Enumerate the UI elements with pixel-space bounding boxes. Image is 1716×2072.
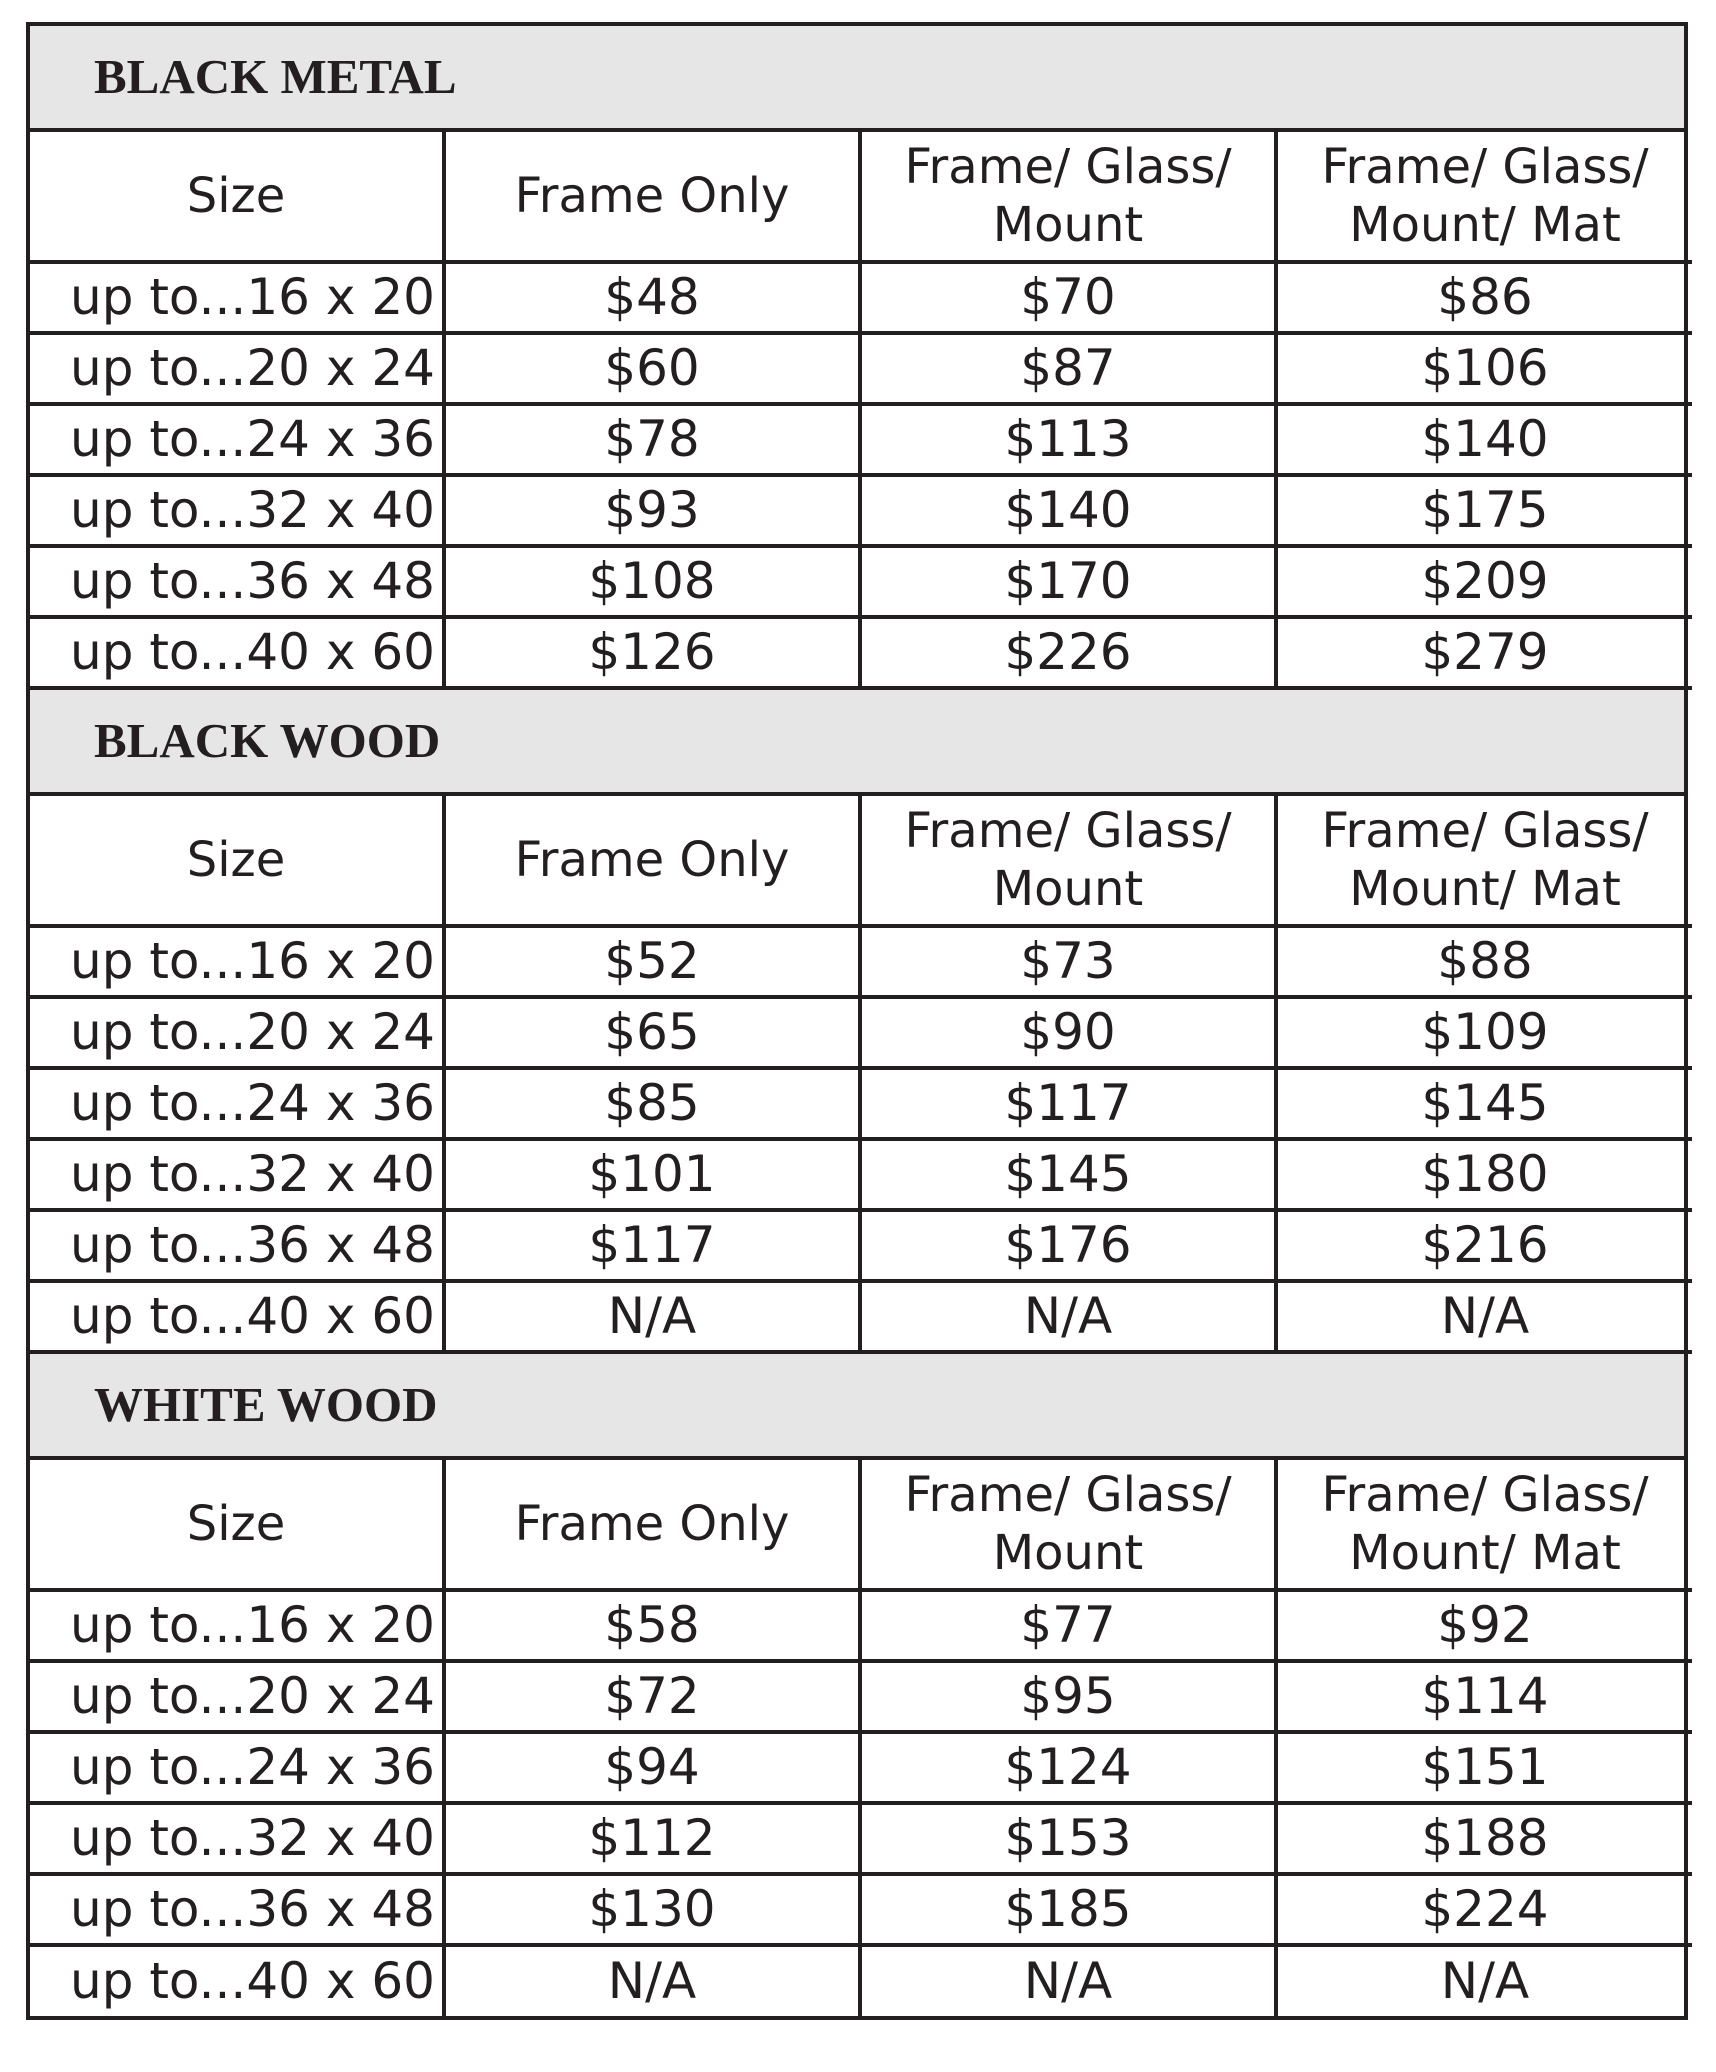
header-line: Frame/ Glass/ (904, 803, 1232, 859)
size-cell: up to...20 x 24 (30, 997, 444, 1068)
table-row (30, 1590, 1692, 1661)
frame-glass-mount-price: $176 (860, 1210, 1276, 1281)
frame-glass-mount-price: $153 (860, 1803, 1276, 1874)
frame-glass-mount-mat-price: $145 (1276, 1068, 1692, 1139)
size-cell: up to...36 x 48 (30, 1874, 444, 1945)
frame-only-price: $72 (444, 1661, 860, 1732)
header-row (30, 796, 1692, 926)
frame-glass-mount-price: $95 (860, 1661, 1276, 1732)
frame-glass-mount-price: $145 (860, 1139, 1276, 1210)
table-row (30, 475, 1692, 546)
header-row (30, 132, 1692, 262)
frame-only-price: $130 (444, 1874, 860, 1945)
frame-glass-mount-mat-price: N/A (1440, 1952, 1530, 2010)
frame-glass-mount-column-header (860, 796, 1276, 926)
frame-glass-mount-mat-column-header (1276, 132, 1692, 262)
frame-only-price: $94 (444, 1732, 860, 1803)
frame-only-price: $126 (444, 617, 860, 688)
frame-glass-mount-price: $140 (860, 475, 1276, 546)
header-line: Frame/ Glass/ (1321, 803, 1649, 859)
table-row (30, 1945, 1692, 2016)
size-cell: up to...20 x 24 (30, 1661, 444, 1732)
size-cell: up to...40 x 60 (30, 617, 444, 688)
table-row (30, 617, 1692, 688)
frame-glass-mount-price: $124 (860, 1732, 1276, 1803)
header-line: Frame/ Glass/ (1321, 139, 1649, 195)
frame-glass-mount-mat-price: $224 (1276, 1874, 1692, 1945)
size-column-header: Size (30, 796, 444, 926)
table-row (30, 1281, 1692, 1352)
table-row (30, 926, 1692, 997)
size-cell: up to...24 x 36 (30, 404, 444, 475)
framing-price-sheet (26, 22, 1688, 2020)
size-cell: up to...24 x 36 (30, 1068, 444, 1139)
section-title: WHITE WOOD (30, 1354, 1684, 1460)
frame-glass-mount-column-header (860, 1460, 1276, 1590)
frame-only-column-header: Frame Only (444, 132, 860, 262)
frame-only-price: $93 (444, 475, 860, 546)
size-cell: up to...40 x 60 (30, 1281, 444, 1352)
size-cell: up to...16 x 20 (30, 1590, 444, 1661)
section-title: BLACK METAL (30, 26, 1684, 132)
table-row (30, 1068, 1692, 1139)
table-row (30, 1874, 1692, 1945)
frame-glass-mount-mat-price: $279 (1276, 617, 1692, 688)
table-row (30, 1139, 1692, 1210)
frame-glass-mount-price: $226 (860, 617, 1276, 688)
frame-only-price: $85 (444, 1068, 860, 1139)
price-table (30, 796, 1692, 1354)
size-column-header: Size (30, 132, 444, 262)
frame-glass-mount-column-header (860, 132, 1276, 262)
section-black-wood (30, 690, 1684, 1354)
frame-only-price: $108 (444, 546, 860, 617)
header-line: Frame/ Glass/ (1321, 1467, 1649, 1523)
section-black-metal (30, 26, 1684, 690)
size-cell: up to...24 x 36 (30, 1732, 444, 1803)
table-row (30, 997, 1692, 1068)
table-row (30, 1661, 1692, 1732)
header-line: Mount/ Mat (1349, 861, 1621, 917)
frame-glass-mount-mat-price: $86 (1276, 262, 1692, 333)
frame-glass-mount-mat-price: $209 (1276, 546, 1692, 617)
frame-only-price: $60 (444, 333, 860, 404)
header-line: Mount (992, 861, 1144, 917)
table-row (30, 546, 1692, 617)
frame-glass-mount-mat-price: $216 (1276, 1210, 1692, 1281)
size-cell: up to...16 x 20 (30, 926, 444, 997)
frame-glass-mount-price: $87 (860, 333, 1276, 404)
header-line: Mount (992, 197, 1144, 253)
header-line: Frame/ Glass/ (904, 139, 1232, 195)
price-table (30, 132, 1692, 690)
frame-only-column-header: Frame Only (444, 796, 860, 926)
frame-glass-mount-mat-price: $180 (1276, 1139, 1692, 1210)
section-white-wood (30, 1354, 1684, 2016)
size-cell: up to...20 x 24 (30, 333, 444, 404)
frame-glass-mount-mat-price: N/A (1276, 1281, 1692, 1352)
frame-glass-mount-price: $113 (860, 404, 1276, 475)
frame-glass-mount-price: $73 (860, 926, 1276, 997)
frame-glass-mount-price: N/A (860, 1945, 1276, 2016)
price-table (30, 1460, 1692, 2016)
section-title: BLACK WOOD (30, 690, 1684, 796)
frame-glass-mount-price: $185 (860, 1874, 1276, 1945)
header-line: Mount/ Mat (1349, 197, 1621, 253)
table-row (30, 262, 1692, 333)
frame-only-price: $78 (444, 404, 860, 475)
table-row (30, 333, 1692, 404)
frame-glass-mount-price: $117 (860, 1068, 1276, 1139)
frame-glass-mount-mat-price: $175 (1276, 475, 1692, 546)
frame-glass-mount-mat-price: $151 (1276, 1732, 1692, 1803)
table-row (30, 1732, 1692, 1803)
frame-glass-mount-mat-price: $106 (1276, 333, 1692, 404)
size-column-header: Size (30, 1460, 444, 1590)
header-line: Mount (992, 1525, 1144, 1581)
frame-only-price: $65 (444, 997, 860, 1068)
frame-glass-mount-price: $77 (860, 1590, 1276, 1661)
size-cell: up to...36 x 48 (30, 1210, 444, 1281)
header-line: Frame/ Glass/ (904, 1467, 1232, 1523)
frame-glass-mount-price: $70 (860, 262, 1276, 333)
frame-glass-mount-price: $90 (860, 997, 1276, 1068)
frame-glass-mount-mat-price: $140 (1276, 404, 1692, 475)
size-cell: up to...36 x 48 (30, 546, 444, 617)
header-line: Mount/ Mat (1349, 1525, 1621, 1581)
frame-only-price: $117 (444, 1210, 860, 1281)
frame-only-price: N/A (444, 1281, 860, 1352)
frame-glass-mount-mat-price: $88 (1276, 926, 1692, 997)
table-row (30, 1210, 1692, 1281)
header-row (30, 1460, 1692, 1590)
frame-glass-mount-price: $170 (860, 546, 1276, 617)
table-row (30, 404, 1692, 475)
frame-glass-mount-mat-price: $114 (1276, 1661, 1692, 1732)
frame-glass-mount-mat-column-header (1276, 796, 1692, 926)
size-cell: up to...32 x 40 (30, 1139, 444, 1210)
frame-only-price: N/A (444, 1945, 860, 2016)
frame-glass-mount-mat-price: $109 (1276, 997, 1692, 1068)
frame-only-price: $101 (444, 1139, 860, 1210)
frame-glass-mount-mat-price: $92 (1276, 1590, 1692, 1661)
table-row (30, 1803, 1692, 1874)
frame-only-column-header: Frame Only (444, 1460, 860, 1590)
frame-only-price: $52 (444, 926, 860, 997)
frame-glass-mount-price: N/A (860, 1281, 1276, 1352)
frame-only-price: $112 (444, 1803, 860, 1874)
frame-glass-mount-mat-price: $188 (1276, 1803, 1692, 1874)
frame-only-price: $58 (444, 1590, 860, 1661)
size-cell: up to...16 x 20 (30, 262, 444, 333)
frame-glass-mount-mat-column-header (1276, 1460, 1692, 1590)
size-cell: up to...32 x 40 (30, 475, 444, 546)
frame-only-price: $48 (444, 262, 860, 333)
size-cell: up to...32 x 40 (30, 1803, 444, 1874)
size-cell: up to...40 x 60 (30, 1945, 444, 2016)
